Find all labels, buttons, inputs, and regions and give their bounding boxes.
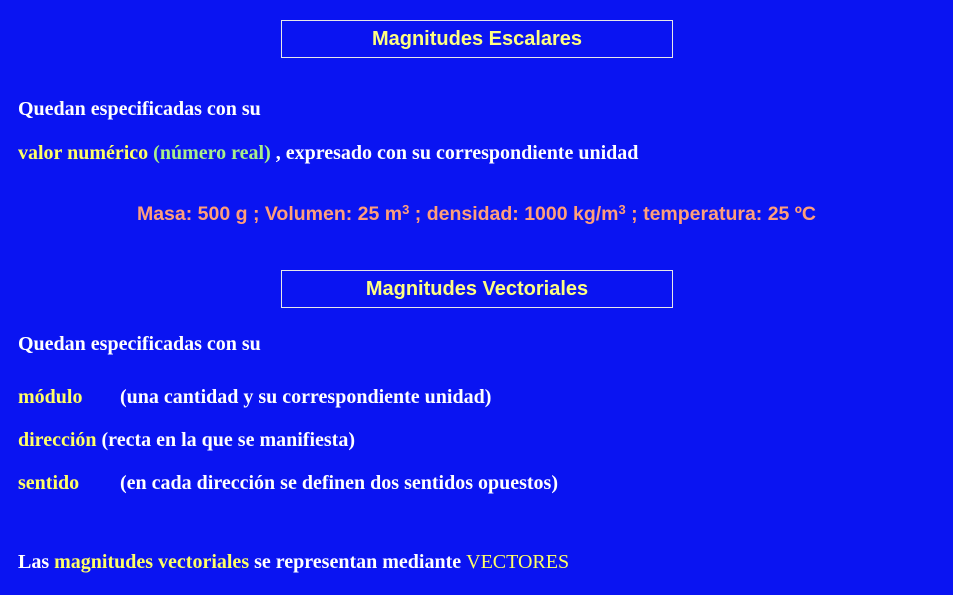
density-exponent: 3	[618, 202, 626, 217]
scalar-title-box	[281, 20, 673, 58]
volume-exponent: 3	[402, 202, 410, 217]
vector-item-term: dirección	[18, 429, 97, 451]
vector-item-desc: (recta en la que se manifiesta)	[101, 429, 355, 451]
scalar-value-term: valor numérico	[18, 142, 149, 164]
conclusion-highlight: magnitudes vectoriales	[54, 551, 250, 573]
scalar-title: Magnitudes Escalares	[371, 27, 583, 50]
example-density: ; densidad: 1000 kg/m	[414, 203, 619, 225]
vector-item-sentido	[18, 472, 558, 495]
example-temperature: ; temperatura: 25 ºC	[631, 203, 817, 225]
vector-intro: Quedan especificadas con su	[18, 333, 261, 355]
scalar-examples	[0, 203, 953, 226]
conclusion-middle: se representan mediante	[254, 551, 462, 573]
vector-item-desc: (en cada dirección se definen dos sentidos opuestos)	[120, 472, 558, 494]
conclusion-vectores: VECTORES	[466, 551, 570, 573]
vector-item-modulo	[18, 386, 491, 409]
example-volume: Volumen: 25 m	[264, 203, 403, 225]
vector-conclusion	[18, 551, 569, 574]
vector-item-direccion	[18, 429, 355, 452]
scalar-intro: Quedan especificadas con su	[18, 98, 261, 120]
scalar-unit-text: , expresado con su correspondiente unidad	[275, 142, 639, 164]
vector-item-term: sentido	[18, 472, 80, 494]
scalar-definition	[18, 142, 638, 165]
vector-title: Magnitudes Vectoriales	[365, 277, 589, 300]
vector-item-term: módulo	[18, 386, 83, 408]
scalar-real-number: (número real)	[153, 142, 271, 164]
vector-title-box	[281, 270, 673, 308]
conclusion-prefix: Las	[18, 551, 50, 573]
example-mass: Masa: 500 g ;	[136, 203, 260, 225]
vector-item-desc: (una cantidad y su correspondiente unidad)	[120, 386, 492, 408]
